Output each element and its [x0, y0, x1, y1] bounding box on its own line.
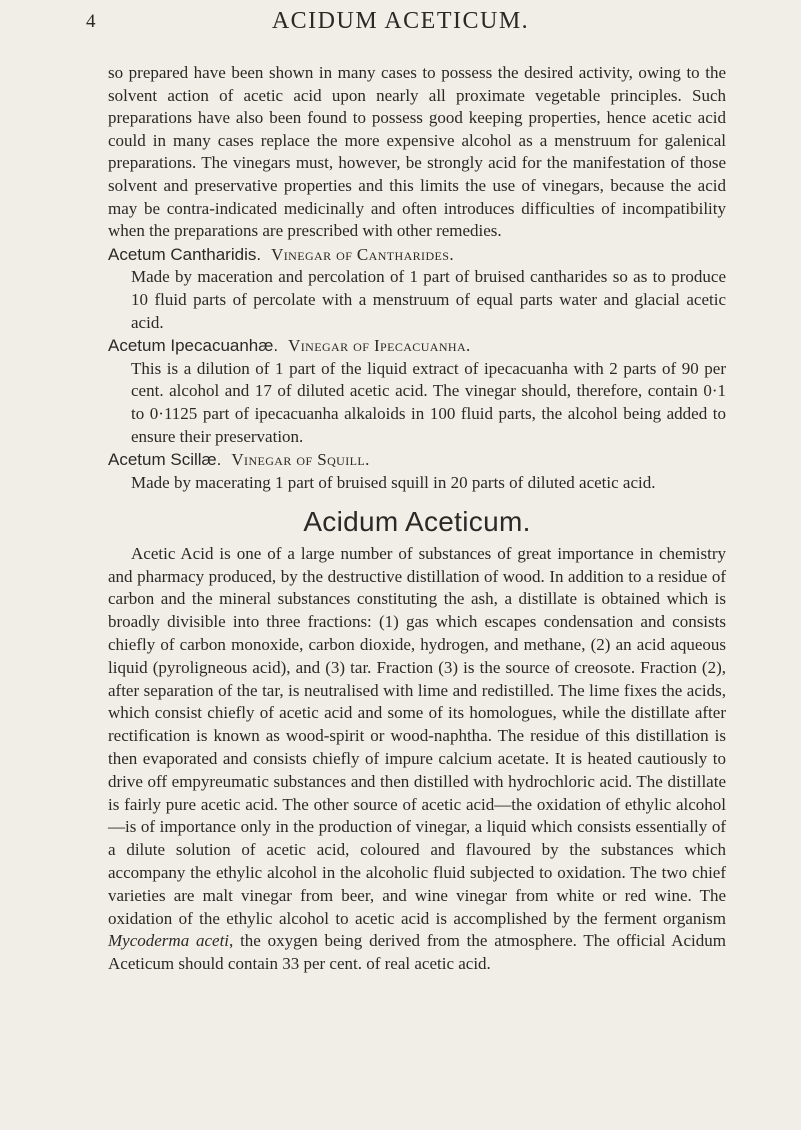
entry-heading: [108, 244, 726, 267]
entry-acetum-cantharidis: [108, 244, 726, 334]
entry-english-name: Vinegar of Cantharides.: [271, 244, 454, 264]
entry-heading: [108, 449, 726, 472]
entry-latin-name: Acetum Ipecacuanhæ.: [108, 336, 279, 356]
entry-body: Made by macerating 1 part of bruised squill in 20 parts of diluted acetic acid.: [131, 472, 656, 492]
entry-acetum-ipecacuanhae: [108, 335, 726, 448]
organism-name: Mycoderma aceti: [108, 931, 230, 951]
entry-acetum-scillae: [108, 449, 726, 494]
entry-latin-name: Acetum Cantharidis.: [108, 244, 262, 264]
page-content: [108, 62, 726, 976]
entry-body: This is a dilution of 1 part of the liquid extract of ipecacuanha with 2 parts of 90 per cent. alcohol and 17 of diluted acetic acid. The vinegar should, therefore, contain 0·1 to 0·1125 part of ipecacuanha alkaloids in 100 fluid parts, the alcohol being added to ensure their preservation.: [131, 358, 726, 446]
section-title: Acidum Aceticum.: [303, 506, 531, 538]
page-number: 4: [86, 11, 96, 32]
entry-body: Made by maceration and percolation of 1 part of bruised cantharides so as to produce 10 fluid parts of percolate with a menstruum of equal parts water and glacial acetic acid.: [131, 267, 726, 332]
entry-english-name: Vinegar of Ipecacuanha.: [288, 336, 471, 356]
main-text-part-1: Acetic Acid is one of a large number of substances of great importance in chemistry and pharmacy produced, by the destructive distillation of wood. In addition to a residue of carbon and the mineral substances constituting the ash, a distillate is obtained which is broadly divisible into three fractions: (1) gas which escapes condensation and consists chiefly of carbon monoxide, carbon dioxide, hydrogen, and methane, (2) an acid aqueous liquid (pyroligneous acid), and (3) tar. Fraction (3) is the source of creosote. Fraction (2), after separation of the tar, is neutralised with lime and redistilled. The lime fixes the acids, which consist chiefly of acetic acid and some of its homologues, while the distillate after rectification is known as wood-spirit or wood-naphtha. The residue of this distillation is then evaporated and consists chiefly of impure calcium acetate. It is heated cautiously to drive off empyreumatic substances and then distilled with hydrochloric acid. The distillate is fairly pure acetic acid. The other source of acetic acid—the oxidation of ethylic alcohol—is of importance only in the production of vinegar, a liquid which consists essentially of a dilute solution of acetic acid, coloured and flavoured by the substances which accompany the ethylic alcohol in the alcoholic fluid subjected to oxidation. The two chief varieties are malt vinegar from beer, and wine vinegar from white or red wine. The oxidation of the ethylic alcohol to acetic acid is accomplished by the ferment organism: [108, 543, 726, 928]
entry-latin-name: Acetum Scillæ.: [108, 450, 222, 470]
intro-paragraph: so prepared have been shown in many cases to possess the desired activity, owing to the solvent action of acetic acid upon nearly all proximate vegetable principles. Such preparations have also been found to possess good keeping properties, hence acetic acid could in many cases replace the more expensive alcohol as a menstruum for galenical preparations. The vinegars must, however, be strongly acid for the manifestation of those solvent and preservative properties and this limits the use of vinegars, because the acid may be contra-indicated medicinally and often introduces difficulties of incompatibility when the preparations are prescribed with other remedies.: [108, 63, 726, 241]
running-head: ACIDUM ACETICUM.: [271, 8, 530, 34]
entry-english-name: Vinegar of Squill.: [231, 450, 370, 470]
entry-heading: [108, 335, 726, 358]
main-text-part-2: , the oxygen being derived from the atmosphere. The official Acidum Aceticum should contain 33 per cent. of real acetic acid.: [108, 931, 726, 974]
acidum-aceticum-description: [108, 543, 726, 976]
